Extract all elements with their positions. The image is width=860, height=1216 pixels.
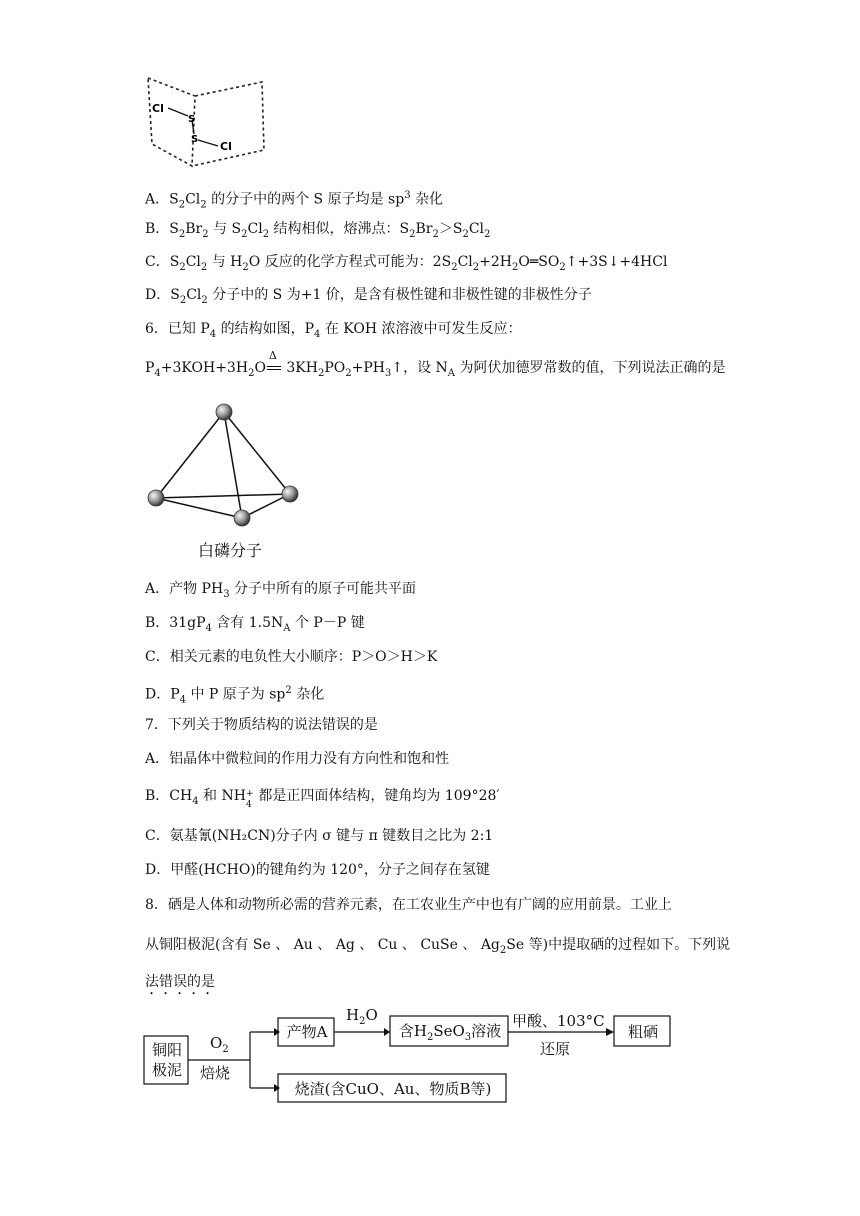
delta-symbol: Δ	[268, 349, 277, 362]
heating-equals-sign	[266, 349, 282, 378]
q6-option-b: B．$31gP_4$ 含有 $1.5N_A$ 个 P－P 键	[145, 615, 365, 634]
q8-emphasis-text: 法错误的是	[145, 974, 215, 990]
q8-stem-line3	[145, 972, 215, 998]
cl-left-label: Cl	[152, 102, 164, 115]
q7-stem: 7．下列关于物质结构的说法错误的是	[145, 717, 378, 733]
flow-slag-box: 烧渣(含CuO、Au、物质B等)	[294, 1080, 492, 1098]
flow-start-box: 铜阳 极泥	[151, 1041, 182, 1079]
q6-option-d: D．$P_4$ 中 P 原子为 $sp^2$ 杂化	[145, 685, 325, 706]
q8-stem-line2: 从铜阳极泥(含有 Se 、 Au 、 Ag 、 Cu 、 CuSe 、 $Ag_2Se$ 等)中提取硒的过程如下。下列说	[145, 937, 731, 956]
q7-option-a: A．铝晶体中微粒间的作用力没有方向性和饱和性	[145, 751, 450, 767]
flow-solution-box: 含$H_2SeO_3$溶液	[398, 1022, 502, 1043]
selenium-extraction-flowchart	[140, 1004, 700, 1108]
ammonium-charge-stack: + 4	[245, 789, 254, 810]
q6-option-c: C．相关元素的电负性大小顺序：P＞O＞H＞K	[145, 649, 438, 665]
q7-option-c: C．氨基氰(NH₂CN)分子内 σ 键与 π 键数目之比为 2:1	[145, 828, 494, 844]
flow-roast-label: 焙烧	[200, 1064, 231, 1082]
flow-reduce-label: 还原	[540, 1040, 571, 1058]
q6-option-a: A．产物 $PH_3$ 分子中所有的原子可能共平面	[145, 581, 417, 600]
q5-option-a: A．$S_2Cl_2$ 的分子中的两个 S 原子均是 $sp^3$ 杂化	[145, 190, 444, 211]
flow-condition-label: 甲酸、103°C	[512, 1012, 605, 1030]
flow-crude-se-box: 粗硒	[627, 1023, 658, 1041]
p-atom-left	[148, 490, 164, 506]
p-atom-front	[234, 510, 250, 526]
white-phosphorus-figure	[142, 398, 312, 528]
p-atom-right	[282, 486, 298, 502]
cl-right-label: Cl	[220, 140, 232, 153]
white-phosphorus-caption: 白磷分子	[198, 541, 263, 560]
q5-option-d: D．$S_2Cl_2$ 分子中的 S 为+1 价，是含有极性键和非极性键的非极性分子	[145, 287, 592, 306]
p-atom-top	[216, 404, 232, 420]
q6-stem-line2: $P_4+3KOH+3H_2O$ Δ $3KH_2PO_2+PH_3↑$，设 $N_A$ 为阿伏加德罗常数的值，下列说法正确的是	[145, 358, 725, 384]
q5-option-c: C．$S_2Cl_2$ 与 $H_2O$ 反应的化学方程式可能为：$2S_2Cl_2+2H_2O═SO_2↑+3S↓+4HCl$	[145, 254, 668, 273]
s-top-label: S	[188, 114, 196, 125]
q6-stem-line1: 6．已知 $P_4$ 的结构如图，$P_4$ 在 KOH 浓溶液中可发生反应：	[145, 321, 522, 340]
s2cl2-structure-figure	[140, 74, 270, 170]
s-bottom-label: S	[191, 134, 199, 145]
q5-option-b: B．$S_2Br_2$ 与 $S_2Cl_2$ 结构相似，熔沸点：$S_2Br_2>S_2Cl_2$	[145, 221, 491, 240]
flow-h2o-label: $H_2O$	[346, 1006, 378, 1027]
q7-option-d: D．甲醛(HCHO)的键角约为 120°，分子之间存在氢键	[145, 862, 490, 878]
q8-stem-line1: 8．硒是人体和动物所必需的营养元素，在工农业生产中也有广阔的应用前景。工业上	[145, 897, 672, 913]
q7-option-b: B．$CH_4$ 和 NH + 4 都是正四面体结构，键角均为 109°28′	[145, 788, 500, 810]
flow-o2-label: $O_2$	[210, 1034, 229, 1055]
flow-product-a-box: 产物A	[286, 1023, 328, 1041]
